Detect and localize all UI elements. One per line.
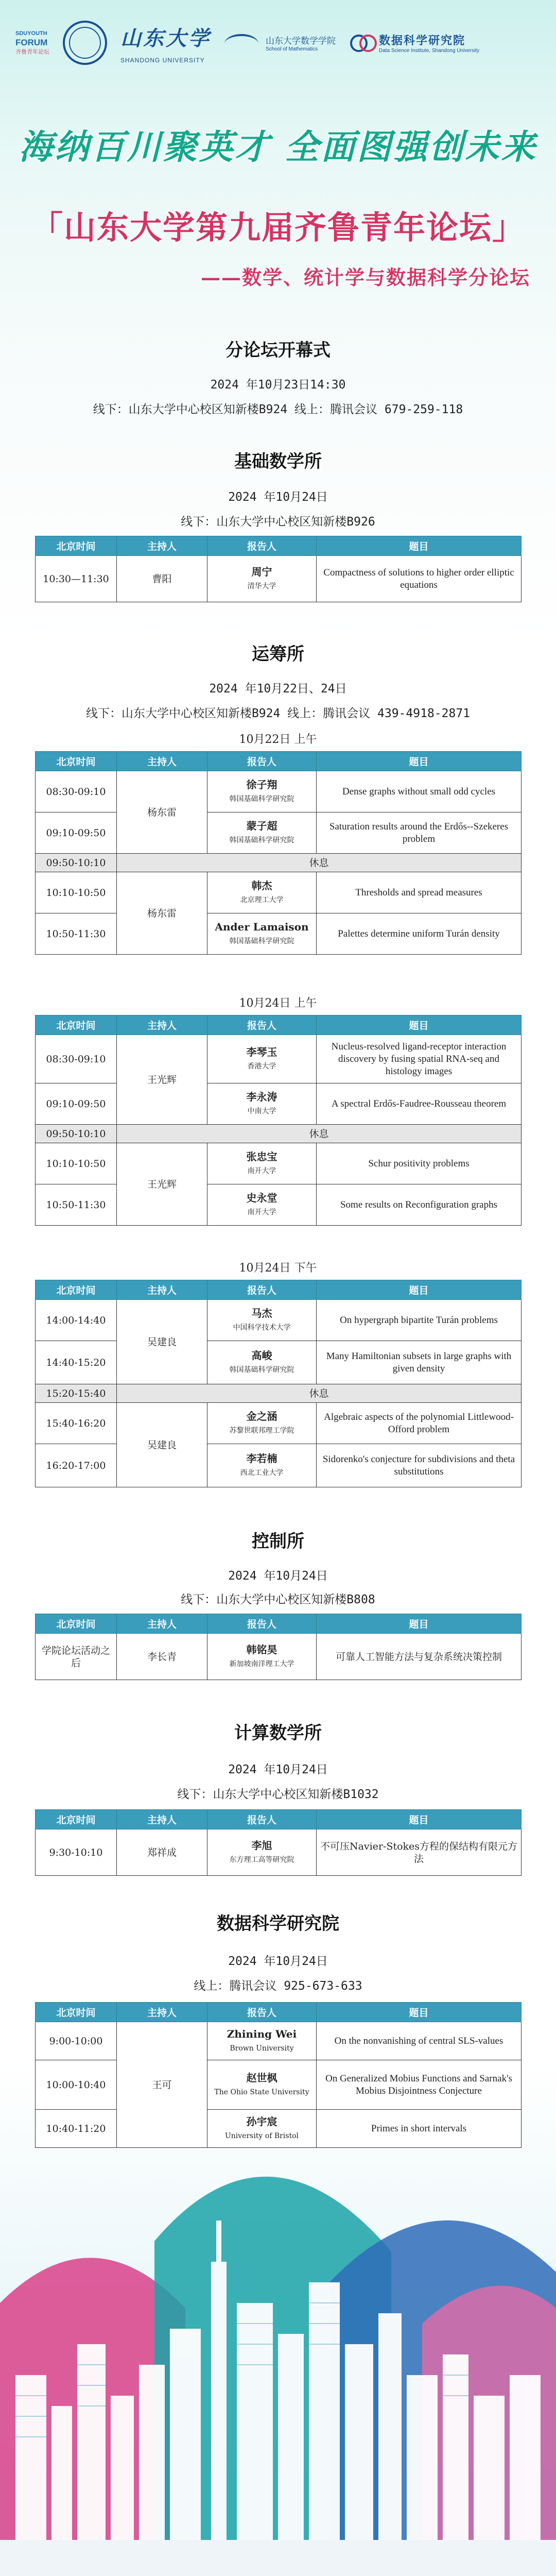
or-subheading-1: 10月22日 上午 [239,733,317,746]
col-host: 主持人 [117,1810,207,1829]
rings-icon [349,30,374,55]
cell-host: 王光辉 [117,1035,207,1125]
speaker-affiliation: 北京理工大学 [240,895,284,904]
col-host: 主持人 [117,536,207,556]
break-row [36,1384,522,1403]
cell-speaker [207,1300,317,1341]
control-table [35,1614,522,1680]
cell-topic: Some results on Reconfiguration graphs [317,1184,522,1226]
cell-speaker [207,1403,317,1444]
speaker-name: 史永堂 [246,1191,277,1204]
col-time: 北京时间 [36,536,117,556]
computational-math-table [35,1809,522,1876]
col-topic: 题目 [317,536,522,556]
speaker-affiliation: 新加坡南洋理工大学 [229,1659,294,1668]
table-row [36,1083,522,1125]
data-science-logo [349,30,479,55]
speaker-name: 韩杰 [251,879,272,892]
speaker-name: 孙宇宸 [246,2115,277,2128]
cell-time: 10:30—11:30 [36,556,117,602]
cell-speaker [207,771,317,812]
cell-time: 10:50-11:30 [36,1184,117,1226]
cell-time: 08:30-09:10 [36,1035,117,1083]
or-subheading-3: 10月24日 下午 [239,1262,317,1275]
table-row [36,913,522,955]
speaker-affiliation: 韩国基础科学研究院 [229,836,294,844]
cell-topic: Sidorenko's conjecture for subdivisions and theta substitutions [317,1444,522,1487]
table-row [36,1634,522,1680]
cell-host: 王可 [117,2022,207,2148]
forum-logo-sub: 齐鲁青年论坛 [15,49,49,55]
cell-time: 09:50-10:10 [36,1125,117,1143]
logo-bar [15,14,541,71]
cell-time: 15:40-16:20 [36,1403,117,1444]
cell-speaker [207,872,317,913]
col-topic: 题目 [317,1614,522,1634]
table-header-row [36,536,522,556]
opening-location: 线下：山东大学中心校区知新楼B924 线上：腾讯会议 679-259-118 [93,403,463,416]
cell-topic: 不可压Navier-Stokes方程的保结构有限元方法 [317,1829,522,1876]
col-host: 主持人 [117,1015,207,1035]
table-row [36,1444,522,1487]
cell-speaker [207,556,317,602]
data-science-location: 线上：腾讯会议 925-673-633 [194,1979,362,1993]
forum-subtitle: ——数学、统计学与数据科学分论坛 [200,266,530,289]
cell-topic: Dense graphs without small odd cycles [317,771,522,812]
speaker-affiliation: 南开大学 [247,1208,276,1216]
control-date: 2024 年10月24日 [228,1569,328,1583]
cell-speaker [207,2022,317,2060]
cell-speaker [207,1035,317,1083]
computational-math-location: 线下：山东大学中心校区知新楼B1032 [177,1788,379,1801]
col-time: 北京时间 [36,1810,117,1829]
speaker-affiliation: 香港大学 [247,1062,276,1071]
speaker-affiliation: 苏黎世联邦理工学院 [229,1426,294,1435]
speaker-name: 李若楠 [246,1452,277,1465]
data-science-date: 2024 年10月24日 [228,1955,328,1968]
table-row [36,812,522,854]
or-title: 运筹所 [252,644,304,665]
or-subheading-2: 10月24日 上午 [239,997,317,1010]
cell-time: 10:40-11:20 [36,2110,117,2148]
table-row [36,1341,522,1384]
cell-time: 09:50-10:10 [36,854,117,872]
speaker-name: 李琴玉 [246,1045,277,1058]
ground [0,2540,556,2576]
cell-topic: On the nonvanishing of central SLS-values [317,2022,522,2060]
table-row [36,1829,522,1876]
basic-math-table [35,536,522,602]
table-row [36,1300,522,1341]
cell-topic: 可靠人工智能方法与复杂系统决策控制 [317,1634,522,1680]
col-topic: 题目 [317,1015,522,1035]
cell-host: 吴建良 [117,1300,207,1384]
math-logo-cn: 山东大学数学学院 [266,36,336,46]
cell-time: 16:20-17:00 [36,1444,117,1487]
sdu-logo-cn: 山东大学 [120,26,211,50]
speaker-name: 赵世枫 [246,2071,277,2084]
cell-topic: A spectral Erdős-Faudree-Rousseau theorem [317,1083,522,1125]
speaker-name: 韩铭昊 [246,1643,277,1656]
cell-speaker [207,812,317,854]
or-location: 线下：山东大学中心校区知新楼B924 线上：腾讯会议 439-4918-2871 [85,707,471,720]
speaker-affiliation: Brown University [230,2044,294,2053]
tower-spire [216,2221,221,2267]
speaker-affiliation: 韩国基础科学研究院 [229,794,294,803]
col-speaker: 报告人 [207,2003,317,2022]
slogan: 海纳百川聚英才 全面图强创未来 [19,127,537,167]
building [170,2329,201,2576]
cell-host: 王光辉 [117,1143,207,1226]
cell-topic: Algebraic aspects of the polynomial Littlewood-Offord problem [317,1403,522,1444]
cell-topic: On Generalized Mobius Functions and Sarnak's Mobius Disjointness Conjecture [317,2060,522,2110]
speaker-affiliation: The Ohio State University [214,2088,309,2096]
col-speaker: 报告人 [207,1810,317,1829]
break-label: 休息 [117,1125,522,1143]
cell-time: 15:20-15:40 [36,1384,117,1403]
col-speaker: 报告人 [207,752,317,771]
ds-logo-en: Data Science Institute, Shandong University [379,48,480,54]
sdu-logo-en: SHANDONG UNIVERSITY [120,56,205,64]
cell-speaker [207,1444,317,1487]
speaker-affiliation: 中南大学 [247,1107,276,1115]
cell-host: 杨东雷 [117,872,207,955]
or-table-2 [35,1015,522,1226]
col-topic: 题目 [317,1280,522,1300]
speaker-name: 蒙子超 [246,819,277,832]
col-speaker: 报告人 [207,1015,317,1035]
cell-time: 10:50-11:30 [36,913,117,955]
city-skyline-illustration [0,2087,556,2576]
cell-topic: Compactness of solutions to higher order elliptic equations [317,556,522,602]
cell-time: 9:30-10:10 [36,1829,117,1876]
col-time: 北京时间 [36,752,117,771]
speaker-name: Zhining Wei [227,2027,297,2040]
table-row [36,1184,522,1226]
cell-topic: Schur positivity problems [317,1143,522,1184]
col-speaker: 报告人 [207,1614,317,1634]
forum-title: 「山东大学第九届齐鲁青年论坛」 [30,209,525,246]
col-host: 主持人 [117,752,207,771]
cell-time: 10:10-10:50 [36,872,117,913]
table-row [36,771,522,812]
col-host: 主持人 [117,1614,207,1634]
cell-speaker [207,1634,317,1680]
speaker-name: 高峻 [251,1349,272,1362]
col-time: 北京时间 [36,1614,117,1634]
speaker-name: 徐子翔 [246,778,277,791]
speaker-affiliation: 韩国基础科学研究院 [229,1365,294,1374]
speaker-affiliation: University of Bristol [224,2131,299,2140]
sdu-logo [120,22,211,64]
cell-time: 14:00-14:40 [36,1300,117,1341]
cell-host: 吴建良 [117,1403,207,1487]
cell-time: 09:10-09:50 [36,812,117,854]
cell-host: 曹阳 [117,556,207,602]
cell-topic: Primes in short intervals [317,2110,522,2148]
cell-time: 14:40-15:20 [36,1341,117,1384]
col-topic: 题目 [317,1810,522,1829]
speaker-name: 周宁 [251,565,272,578]
opening-time: 2024 年10月23日14:30 [210,378,346,392]
cell-time: 08:30-09:10 [36,771,117,812]
speaker-name: Ander Lamaison [215,920,309,933]
math-logo-en: School of Mathematics [266,46,318,52]
cell-speaker [207,1341,317,1384]
computational-math-date: 2024 年10月24日 [228,1763,328,1776]
university-seal-icon [63,21,107,65]
cell-host: 李长青 [117,1634,207,1680]
forum-logo-top: SDUYOUTH [15,30,47,37]
speaker-name: 马杰 [251,1307,272,1319]
math-school-logo [224,31,336,55]
speaker-name: 张忠宝 [246,1150,277,1163]
cell-topic: On hypergraph bipartite Turán problems [317,1300,522,1341]
speaker-affiliation: 韩国基础科学研究院 [229,937,294,945]
cell-speaker [207,913,317,955]
speaker-affiliation: 南开大学 [247,1166,276,1175]
cell-topic: Nucleus-resolved ligand-receptor interaction discovery by fusing spatial RNA-seq and histology images [317,1035,522,1083]
break-row [36,1125,522,1143]
col-topic: 题目 [317,2003,522,2022]
cell-topic: Many Hamiltonian subsets in large graphs with given density [317,1341,522,1384]
speaker-name: 李旭 [251,1839,272,1852]
table-row [36,1035,522,1083]
control-title: 控制所 [252,1531,304,1552]
speaker-affiliation: 东方理工高等研究院 [229,1855,294,1864]
col-speaker: 报告人 [207,536,317,556]
control-location: 线下：山东大学中心校区知新楼B808 [181,1593,375,1606]
col-host: 主持人 [117,2003,207,2022]
cell-host: 杨东雷 [117,771,207,854]
data-science-title: 数据科学研究院 [217,1913,339,1934]
computational-math-title: 计算数学所 [234,1723,322,1743]
cell-topic: Thresholds and spread measures [317,872,522,913]
or-table-3 [35,1280,522,1487]
cell-speaker [207,1184,317,1226]
col-speaker: 报告人 [207,1280,317,1300]
building [309,2282,340,2576]
cell-time: 学院论坛活动之后 [36,1634,117,1680]
basic-math-location: 线下：山东大学中心校区知新楼B926 [181,515,375,529]
col-time: 北京时间 [36,1015,117,1035]
col-host: 主持人 [117,1280,207,1300]
table-row [36,556,522,602]
swoosh-icon [224,31,260,55]
tower [211,2262,227,2576]
ds-logo-cn: 数据科学研究院 [379,34,466,47]
speaker-name: 金之涵 [246,1410,277,1422]
break-label: 休息 [117,1384,522,1403]
opening-title: 分论坛开幕式 [225,340,331,361]
cell-host: 郑祥成 [117,1829,207,1876]
basic-math-date: 2024 年10月24日 [228,490,328,504]
cell-speaker [207,1083,317,1125]
speaker-name: 李永涛 [246,1090,277,1103]
building [378,2313,402,2576]
col-time: 北京时间 [36,2003,117,2022]
col-time: 北京时间 [36,1280,117,1300]
cell-topic: Palettes determine uniform Turán density [317,913,522,955]
or-date: 2024 年10月22日、24日 [209,682,347,696]
break-row [36,854,522,872]
speaker-affiliation: 清华大学 [247,582,276,590]
building [278,2334,304,2576]
cell-time: 10:10-10:50 [36,1143,117,1184]
cell-speaker [207,1143,317,1184]
table-row [36,1403,522,1444]
cell-speaker [207,1829,317,1876]
forum-logo-main: FORUM [15,38,48,47]
or-table-1 [35,751,522,955]
speaker-affiliation: 西北工业大学 [240,1468,284,1477]
table-row [36,872,522,913]
cell-topic: Saturation results around the Erdős--Szekeres problem [317,812,522,854]
cell-time: 9:00-10:00 [36,2022,117,2060]
cell-time: 09:10-09:50 [36,1083,117,1125]
basic-math-title: 基础数学所 [234,451,322,472]
col-topic: 题目 [317,752,522,771]
table-row [36,1143,522,1184]
break-label: 休息 [117,854,522,872]
cell-time: 10:00-10:40 [36,2060,117,2110]
table-row [36,2022,522,2060]
forum-logo [15,29,49,57]
speaker-affiliation: 中国科学技术大学 [233,1323,291,1332]
